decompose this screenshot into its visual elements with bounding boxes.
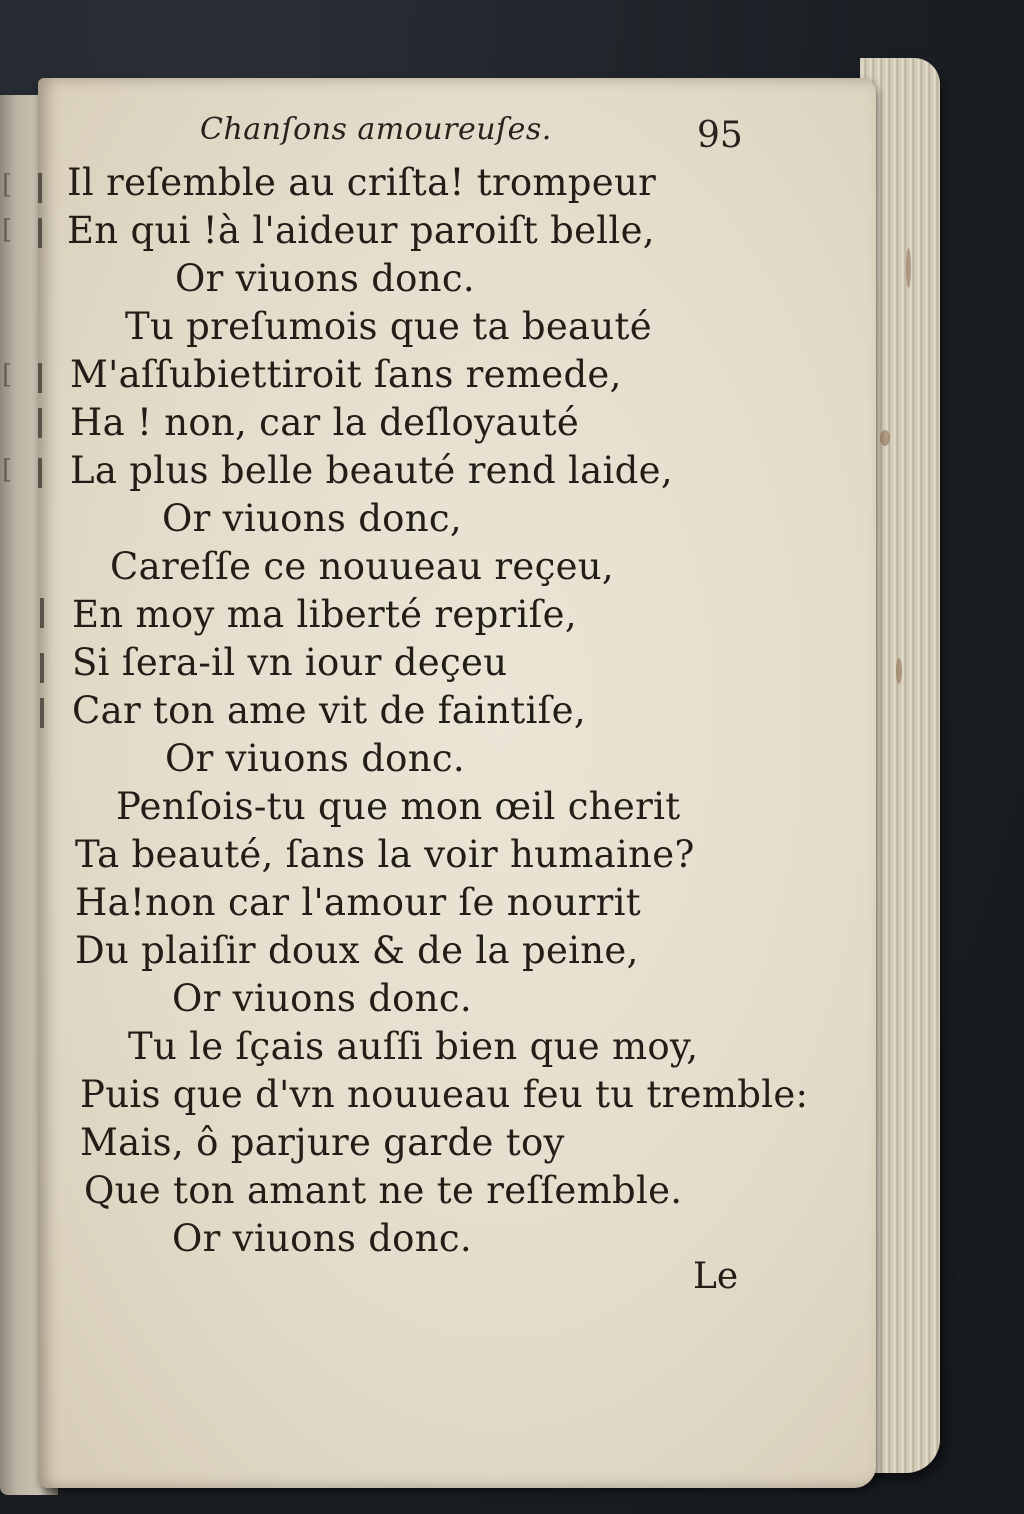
verse-line: En qui !à l'aideur paroiſt belle, <box>67 209 655 252</box>
verse-refrain: Or viuons donc. <box>172 1217 472 1260</box>
verse-line: Car ton ame vit de faintiſe, <box>72 689 586 732</box>
verse-line: Mais, ô parjure garde toy <box>80 1121 565 1164</box>
verse-line: Il reſemble au criſta! trompeur <box>67 161 657 204</box>
gutter-mark <box>38 218 42 248</box>
verse-line: Tu le ſçais auſſi bien que moy, <box>128 1025 699 1068</box>
gutter-mark <box>40 653 44 683</box>
facing-page-fragment: [ <box>2 215 13 245</box>
gutter-mark <box>40 698 44 728</box>
edge-stain <box>906 248 911 288</box>
facing-page-fragment: [ <box>2 170 13 200</box>
verse-line: Careſſe ce nouueau reçeu, <box>110 545 614 588</box>
edge-stain <box>880 430 890 446</box>
verse-line: Que ton amant ne te reſſemble. <box>84 1169 683 1212</box>
gutter-mark <box>38 458 42 488</box>
verse-line: Du plaiſir doux & de la peine, <box>75 929 639 972</box>
facing-page-fragment: [ <box>2 360 13 390</box>
verse-line: Si ſera-il vn iour deçeu <box>72 641 508 684</box>
catchword: Le <box>693 1256 739 1297</box>
gutter-mark <box>38 363 42 393</box>
verse-refrain: Or viuons donc. <box>175 257 475 300</box>
verse-line: Ta beauté, ſans la voir humaine? <box>75 833 695 876</box>
verse-refrain: Or viuons donc, <box>162 497 462 540</box>
gutter-mark <box>40 598 44 628</box>
verse-line: Ha ! non, car la deſloyauté <box>70 401 580 444</box>
facing-page-fragment: [ <box>2 455 13 485</box>
verse-refrain: Or viuons donc. <box>172 977 472 1020</box>
verse-line: Tu preſumois que ta beauté <box>125 305 652 348</box>
page-number: 95 <box>697 115 743 156</box>
gutter-mark <box>38 408 42 438</box>
verse-refrain: Or viuons donc. <box>165 737 465 780</box>
running-header: Chanſons amoureuſes. <box>200 112 552 147</box>
verse-line: La plus belle beauté rend laide, <box>70 449 673 492</box>
verse-line: Puis que d'vn nouueau feu tu tremble: <box>80 1073 809 1116</box>
verse-line: Penſois-tu que mon œil cherit <box>116 785 681 828</box>
edge-stain <box>896 658 902 684</box>
verse-line: Ha!non car l'amour ſe nourrit <box>75 881 641 924</box>
verse-line: En moy ma liberté repriſe, <box>72 593 577 636</box>
verse-line: M'aſſubiettiroit ſans remede, <box>70 353 622 396</box>
gutter-mark <box>38 173 42 203</box>
